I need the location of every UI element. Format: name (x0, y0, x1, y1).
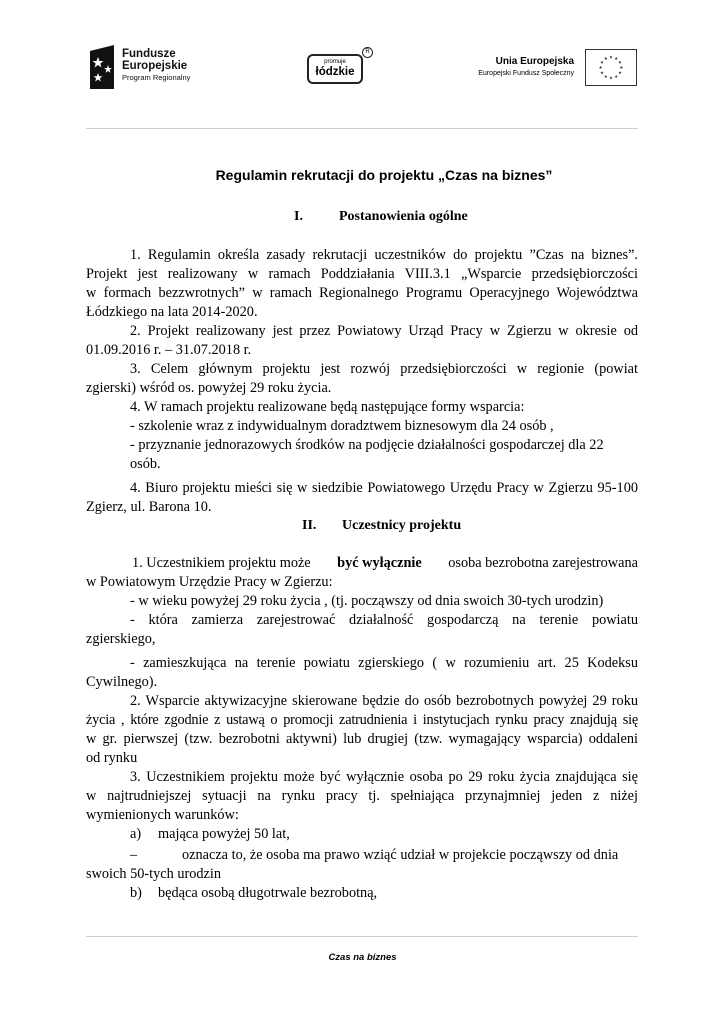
fe-line3: Program Regionalny (122, 73, 191, 82)
eu-star-icon (600, 71, 603, 74)
para-7-line-1: 2. Wsparcie aktywizacyjne skierowane będzie do osób bezrobotnych powyżej 29 roku (130, 693, 638, 709)
section-1-title: Postanowienia ogólne (339, 209, 468, 224)
para-5-line-1: 4. Biuro projektu mieści się w siedzibie Powiatowego Urzędu Pracy w Zgierzu 95-100 (130, 480, 638, 496)
para-4-line-1: 4. W ramach projektu realizowane będą następujące formy wsparcia: (130, 399, 525, 415)
footer-divider (86, 936, 638, 937)
fe-line1: Fundusze (122, 48, 176, 60)
eu-star-icon (618, 61, 621, 64)
eu-star-icon (609, 55, 612, 58)
para-8-line-3: wymienionych warunków: (86, 807, 239, 823)
list-item-funding: - przyznanie jednorazowych środków na podjęcie działalności gospodarczej dla 22 (130, 437, 604, 453)
eu-star-icon (604, 57, 607, 60)
para-3-line-2: zgierski) wśród os. powyżej 29 roku życia. (86, 380, 332, 396)
eu-star-icon (620, 66, 623, 69)
condition-a-note-dash: – (130, 847, 138, 863)
eu-star-icon (609, 76, 612, 79)
fe-stars-icon (86, 45, 118, 89)
eu-star-icon (615, 75, 618, 78)
para-6-text-a: 1. Uczestnikiem projektu może (132, 555, 311, 571)
para-1-line-4: Łódzkiego na lata 2014-2020. (86, 304, 258, 320)
condition-a-note-text: oznacza to, że osoba ma prawo wziąć udział w projekcie począwszy od dnia (182, 847, 619, 863)
fundusze-europejskie-logo (86, 45, 216, 91)
para-3-line-1: 3. Celem głównym projektu jest rozwój przedsiębiorczości w regionie (powiat (130, 361, 638, 377)
para-8-line-1: 3. Uczestnikiem projektu może być wyłącznie osoba po 29 roku życia znajdująca się (130, 769, 638, 785)
fe-line2: Europejskie (122, 60, 188, 72)
promuje-lodzkie-logo (307, 46, 373, 90)
para-7-line-4: od rynku (86, 750, 138, 766)
eu-flag-icon (585, 49, 637, 86)
criteria-residence: - zamieszkująca na terenie powiatu zgierskiego ( w rozumieniu art. 25 Kodeksu (130, 655, 638, 671)
criteria-business: - która zamierza zarejestrować działalność gospodarczą na terenie powiatu (130, 612, 638, 628)
eu-star-icon (604, 75, 607, 78)
eu-star-icon (618, 71, 621, 74)
eu-title: Unia Europejska (495, 56, 574, 67)
para-7-line-3: w gr. pierwszej (tzw. bezrobotni aktywni) lub drugiej (tzw. wymagający wsparcia) oddaleni (86, 731, 638, 747)
para-8-line-2: w najtrudniejszej sytuacji na rynku pracy tj. spełniająca przynajmniej jeden z niżej (86, 788, 638, 804)
section-2-title: Uczestnicy projektu (342, 518, 462, 533)
para-7-line-2: życia , które zgodnie z ustawą o promocji zatrudnienia i instytucjach rynku pracy znajdują się (86, 712, 638, 728)
registered-mark: R (362, 47, 373, 58)
para-6-line-1 (86, 554, 638, 573)
eu-text (446, 55, 574, 79)
list-item-training: - szkolenie wraz z indywidualnym doradztwem biznesowym dla 24 osób , (130, 418, 554, 434)
para-2-line-2: 01.09.2016 r. – 31.07.2018 r. (86, 342, 252, 358)
criteria-residence-cont: Cywilnego). (86, 674, 158, 690)
condition-a-text: mająca powyżej 50 lat, (158, 826, 290, 842)
page-footer: Czas na biznes (328, 952, 397, 963)
para-6-text-bold: być wyłącznie (337, 555, 422, 571)
para-5-line-2: Zgierz, ul. Barona 10. (86, 499, 212, 515)
para-2-line-1: 2. Projekt realizowany jest przez Powiatowy Urząd Pracy w Zgierzu w okresie od (130, 323, 638, 339)
para-1-line-1: 1. Regulamin określa zasady rekrutacji uczestników do projektu ”Czas na biznes”. (130, 247, 638, 263)
list-item-funding-cont: osób. (130, 456, 161, 472)
page-header (0, 0, 725, 120)
eu-star-icon (615, 57, 618, 60)
lodzkie-small-text: promuje (324, 59, 346, 65)
eu-star-icon (600, 61, 603, 64)
para-6-text-c: osoba bezrobotna zarejestrowana (448, 555, 638, 571)
criteria-age: - w wieku powyżej 29 roku życia , (tj. począwszy od dnia swoich 30-tych urodzin) (130, 593, 604, 609)
para-1-line-3: w formach bezzwrotnych” w ramach Regionalnego Programu Operacyjnego Województwa (86, 285, 638, 301)
document-title: Regulamin rekrutacji do projektu „Czas na biznes” (215, 167, 553, 183)
section-1-number: I. (294, 209, 303, 224)
condition-a-note-cont: swoich 50-tych urodzin (86, 866, 221, 882)
eu-subtitle: Europejski Fundusz Społeczny (478, 70, 574, 77)
header-divider (86, 128, 638, 129)
section-2-number: II. (302, 518, 317, 533)
para-1-line-2: Projekt jest realizowany w ramach Poddziałania VIII.3.1 „Wsparcie przedsiębiorczości (86, 266, 638, 282)
criteria-business-cont: zgierskiego, (86, 631, 156, 647)
condition-a-marker: a) (130, 826, 142, 842)
lodzkie-big-text: łódzkie (315, 66, 355, 78)
para-6-line-2: w Powiatowym Urzędzie Pracy w Zgierzu: (86, 574, 333, 590)
eu-star-icon (599, 66, 602, 69)
condition-b-marker: b) (130, 885, 142, 901)
condition-b-text: będąca osobą długotrwale bezrobotną, (158, 885, 378, 901)
